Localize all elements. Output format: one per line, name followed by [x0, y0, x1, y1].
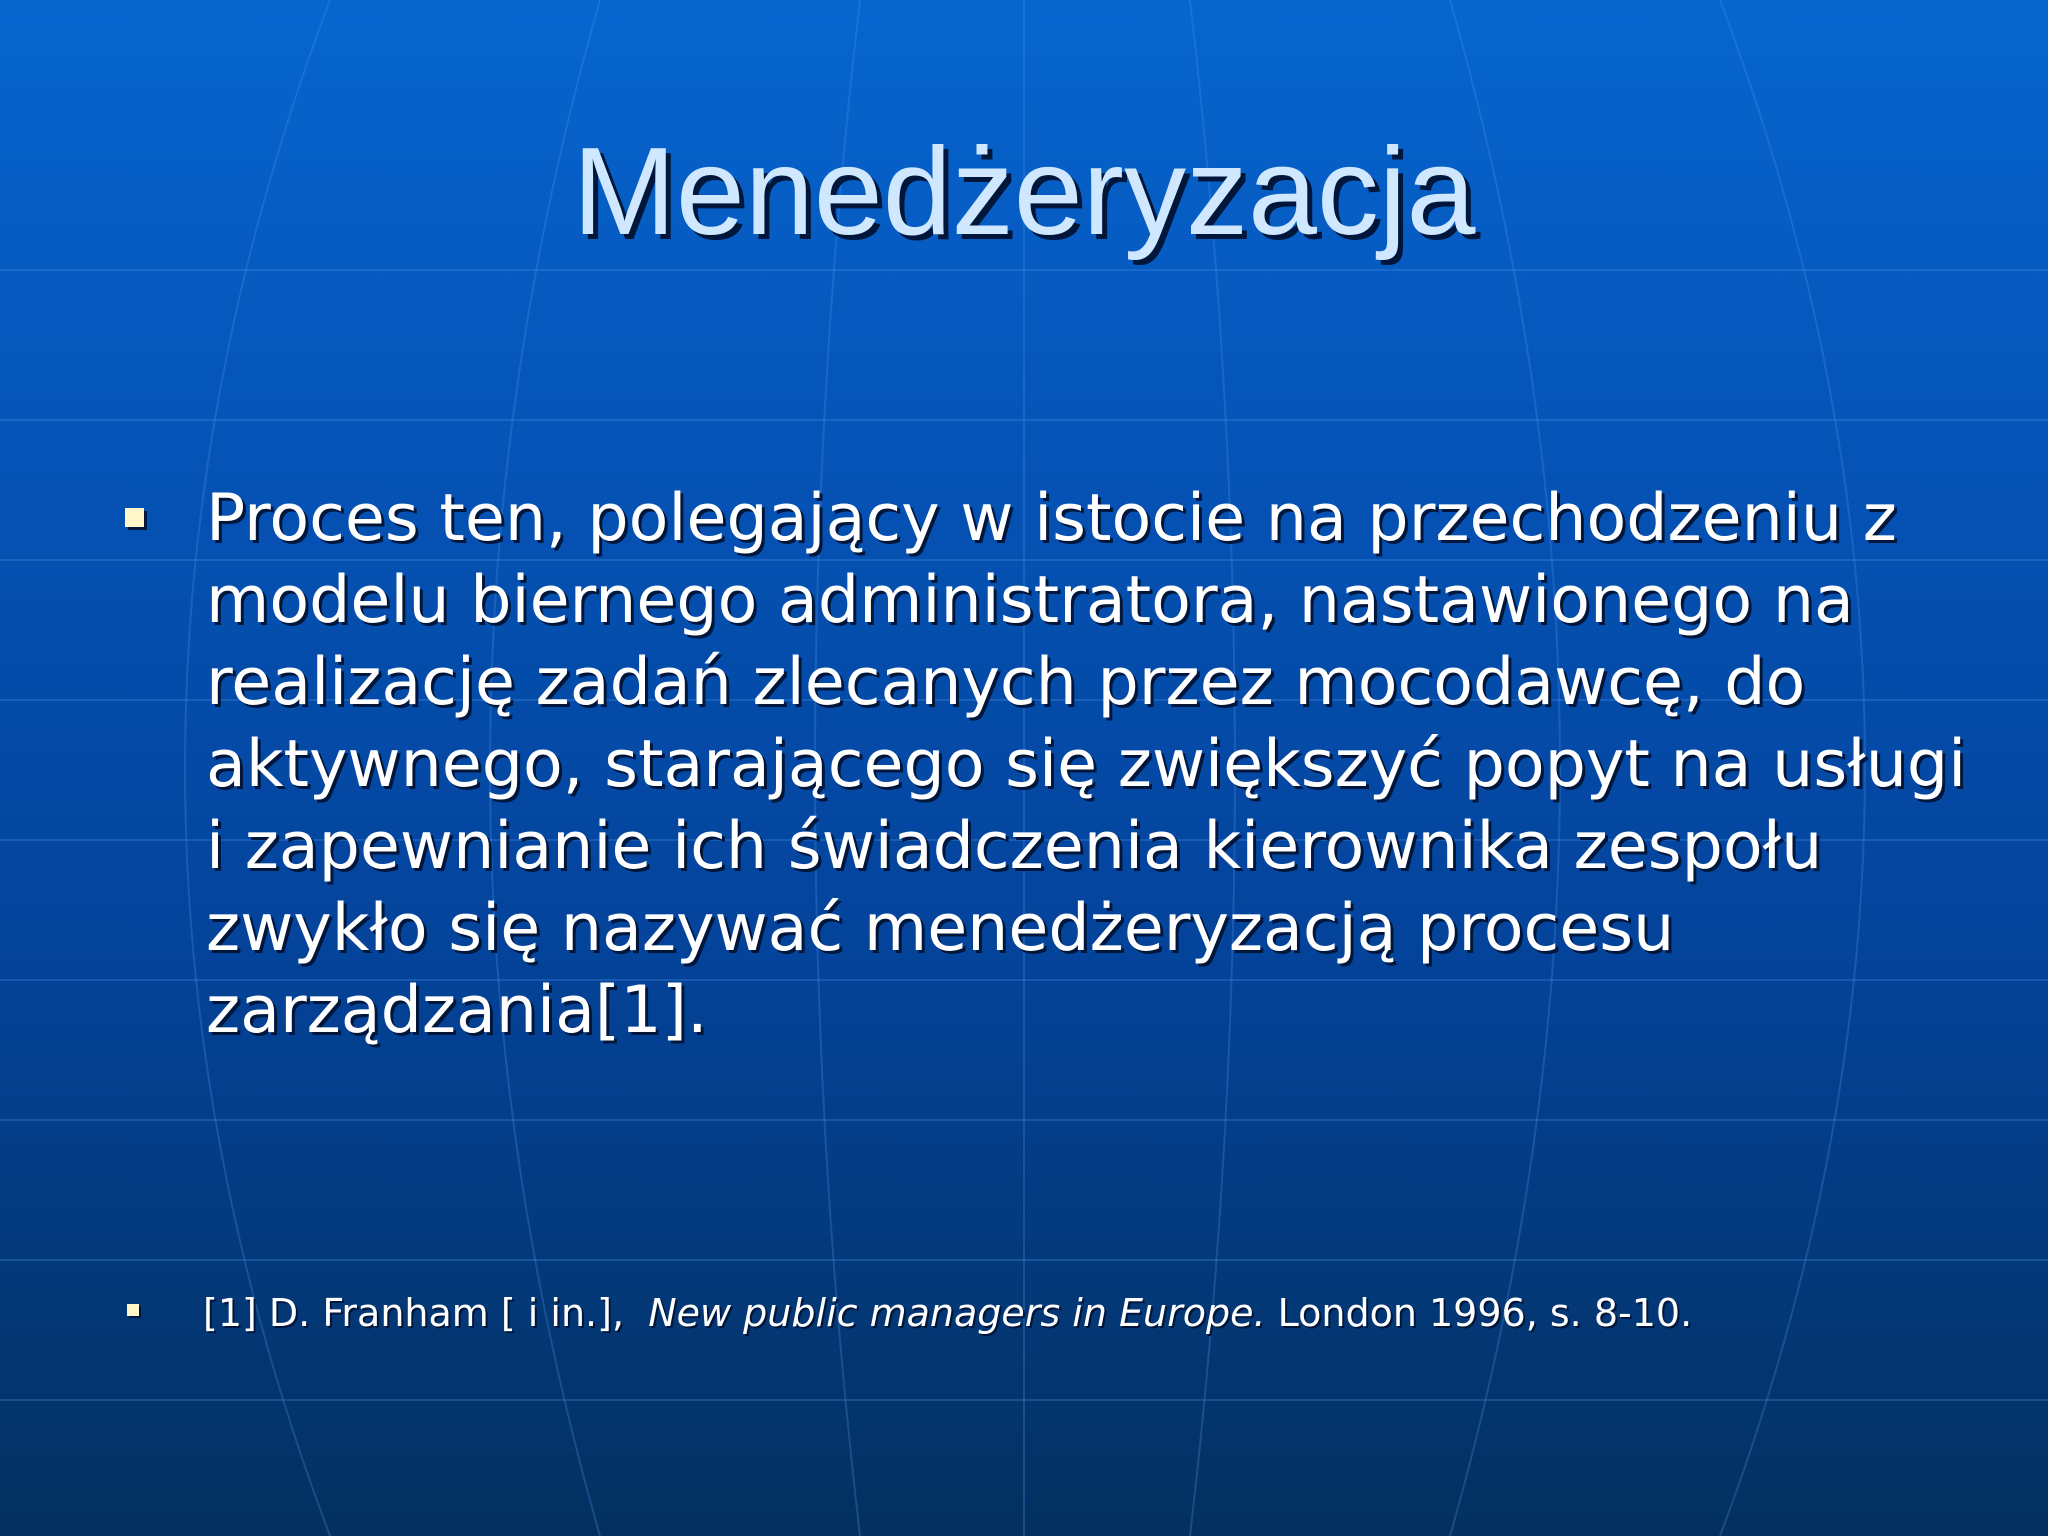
footnote-bullet [127, 1290, 2007, 1336]
bullet-square-icon [127, 1304, 139, 1316]
footnote-book-title: New public managers in Europe. [648, 1291, 1266, 1335]
slide-title: Menedżeryzacja [572, 123, 1476, 261]
footnote-publication: London 1996, s. 8-10. [1277, 1291, 1693, 1335]
bullet-square-icon [125, 508, 144, 527]
body-bullet [125, 478, 2005, 1052]
body-text: Proces ten, polegający w istocie na przechodzeniu z modelu biernego administratora, nastawionego na realizację zadań zlecanych przez mocodawcę, do aktywnego, starającego się zwiększyć popyt na usługi i zapewnianie ich świadczenia kierownika zespołu zwykło się nazywać menedżeryzacją procesu zarządzania[1]. [206, 481, 1967, 1048]
footnote-ref: [1] D. Franham [ i in.], [203, 1291, 625, 1335]
footnote-text [203, 1290, 1692, 1336]
